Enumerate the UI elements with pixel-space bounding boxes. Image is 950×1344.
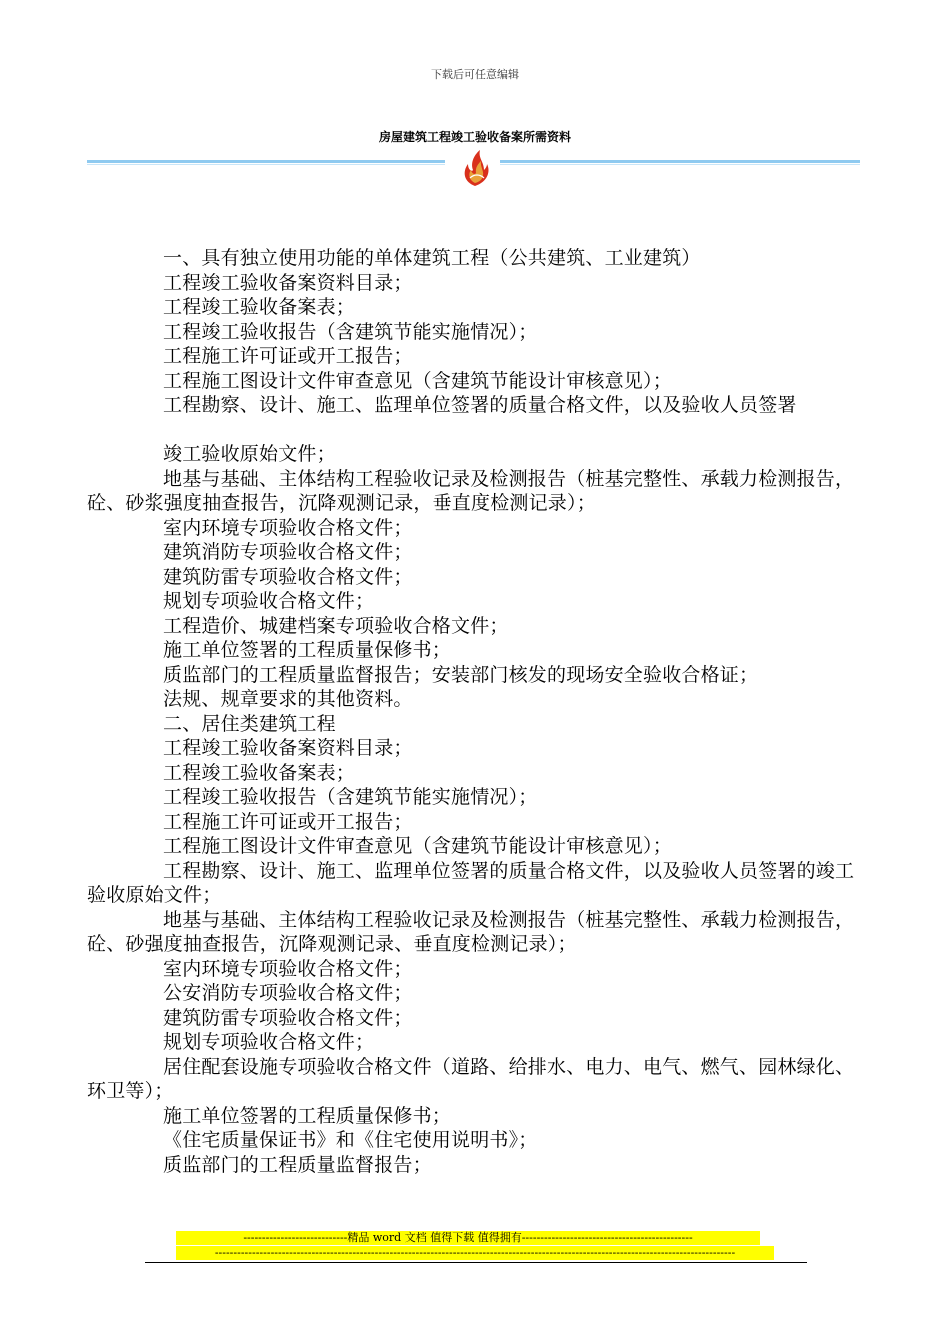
list-item: 工程勘察、设计、施工、监理单位签署的质量合格文件，以及验收人员签署的竣工验收原始文件； [87, 859, 855, 906]
title-rule-left [87, 160, 445, 166]
list-item: 施工单位签署的工程质量保修书； [163, 1104, 452, 1127]
flame-logo-icon [456, 148, 494, 188]
list-item: 规划专项验收合格文件； [163, 590, 375, 612]
list-item: 质监部门的工程质量监督报告； [163, 1153, 432, 1176]
list-item: 地基与基础、主体结构工程验收记录及检测报告（桩基完整性、承载力检测报告，砼、砂强度抽查报告，沉降观测记录、垂直度检测记录）； [87, 908, 855, 955]
list-item: 法规、规章要求的其他资料。 [163, 688, 413, 710]
footer-line-1: ----------------------------精品 word 文档 值得下载 值得拥有---------------------------------------------- [176, 1231, 760, 1245]
footer-banner [0, 1231, 950, 1260]
list-item: 工程竣工验收报告（含建筑节能实施情况）； [163, 786, 538, 808]
list-item: 室内环境专项验收合格文件； [163, 957, 413, 980]
list-item: 公安消防专项验收合格文件； [163, 982, 413, 1004]
footer-line-2: -------------------------------------------------------------------------------------------------------------------------------------------- [176, 1246, 774, 1260]
list-item: 建筑消防专项验收合格文件； [163, 541, 413, 563]
top-note: 下载后可任意编辑 [431, 68, 519, 81]
list-item: 工程竣工验收备案表； [163, 761, 356, 784]
list-item: 工程竣工验收报告（含建筑节能实施情况）； [163, 320, 538, 343]
section-heading-1: 一、具有独立使用功能的单体建筑工程（公共建筑、工业建筑） [163, 247, 701, 269]
list-item: 建筑防雷专项验收合格文件； [163, 565, 413, 588]
blank-line [87, 418, 857, 443]
list-item: 工程施工许可证或开工报告； [163, 810, 413, 833]
document-body [87, 246, 857, 1177]
list-item: 室内环境专项验收合格文件； [163, 516, 413, 539]
page-title: 房屋建筑工程竣工验收备案所需资料 [378, 130, 571, 144]
list-item: 工程施工许可证或开工报告； [163, 345, 413, 367]
list-item: 地基与基础、主体结构工程验收记录及检测报告（桩基完整性、承载力检测报告，砼、砂浆强度抽查报告，沉降观测记录，垂直度检测记录）； [87, 467, 855, 514]
footer-rule [145, 1262, 807, 1263]
list-item: 施工单位签署的工程质量保修书； [163, 639, 452, 661]
list-item: 竣工验收原始文件； [163, 443, 336, 465]
title-rule-right [500, 160, 860, 166]
list-item: 建筑防雷专项验收合格文件； [163, 1006, 413, 1029]
list-item: 工程施工图设计文件审查意见（含建筑节能设计审核意见）； [163, 835, 672, 857]
section-heading-2: 二、居住类建筑工程 [163, 712, 336, 735]
list-item: 工程竣工验收备案资料目录； [163, 737, 413, 759]
list-item: 质监部门的工程质量监督报告；安装部门核发的现场安全验收合格证； [163, 663, 759, 686]
list-item: 工程施工图设计文件审查意见（含建筑节能设计审核意见）； [163, 369, 672, 392]
list-item: 居住配套设施专项验收合格文件（道路、给排水、电力、电气、燃气、园林绿化、环卫等）； [87, 1055, 855, 1102]
list-item: 《住宅质量保证书》和《住宅使用说明书》； [163, 1129, 538, 1151]
list-item: 工程造价、城建档案专项验收合格文件； [163, 614, 509, 637]
list-item: 工程竣工验收备案资料目录； [163, 271, 413, 294]
list-item: 工程竣工验收备案表； [163, 296, 356, 318]
list-item: 工程勘察、设计、施工、监理单位签署的质量合格文件，以及验收人员签署 [163, 394, 797, 416]
list-item: 规划专项验收合格文件； [163, 1031, 375, 1053]
